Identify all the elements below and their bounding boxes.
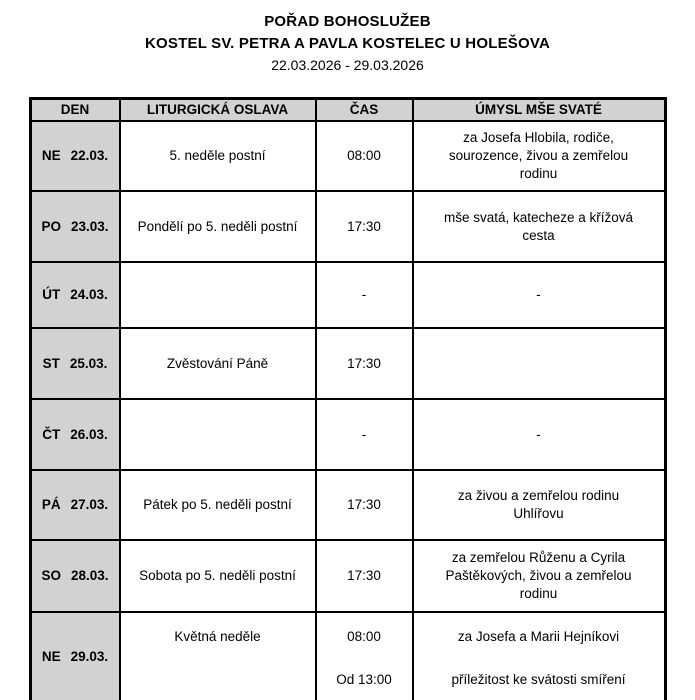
day-date: 26.03. xyxy=(70,426,108,442)
header-day: DEN xyxy=(32,100,121,120)
time-cell: 17:30 xyxy=(317,541,414,611)
time-slot-1: 08:00 xyxy=(347,628,381,644)
time-cell: - xyxy=(317,263,414,327)
intention-cell: za Josefa Hlobila, rodiče, sourozence, živou a zemřelou rodinu xyxy=(448,130,629,181)
header-time: ČAS xyxy=(317,100,414,120)
intention-cell: za živou a zemřelou rodinu Uhlířovu xyxy=(457,488,620,521)
intention-2: příležitost ke svátosti smíření xyxy=(451,672,626,688)
table-row xyxy=(32,329,664,400)
celebration-cell: Pondělí po 5. neděli postní xyxy=(121,192,317,261)
day-abbreviation: ÚT xyxy=(42,287,61,302)
day-cell xyxy=(32,613,121,700)
date-range: 22.03.2026 - 29.03.2026 xyxy=(271,57,424,73)
day-date: 29.03. xyxy=(70,648,109,664)
celebration-cell: 5. neděle postní xyxy=(121,122,317,190)
schedule-table xyxy=(29,97,667,700)
page-title: POŘAD BOHOSLUŽEB xyxy=(264,13,431,30)
celebration-cell: Pátek po 5. neděli postní xyxy=(121,471,317,539)
time-cell: 17:30 xyxy=(317,329,414,398)
table-row xyxy=(32,471,664,541)
time-cell: - xyxy=(317,400,414,469)
day-cell xyxy=(32,329,121,398)
day-date: 24.03. xyxy=(70,287,108,302)
time-cell: 17:30 xyxy=(317,192,414,261)
header-intention: ÚMYSL MŠE SVATÉ xyxy=(414,100,664,120)
day-date: 22.03. xyxy=(70,148,109,163)
intention-cell: za zemřelou Růženu a Cyrila Paštěkových, živou a zemřelou rodinu xyxy=(445,550,632,601)
day-abbreviation: PO xyxy=(41,218,61,234)
day-abbreviation: NE xyxy=(41,148,61,163)
time-cell xyxy=(317,613,414,700)
celebration-cell: Zvěstování Páně xyxy=(121,329,317,398)
celebration-cell: Sobota po 5. neděli postní xyxy=(121,541,317,611)
celebration-cell xyxy=(121,263,317,327)
intention-cell xyxy=(414,613,664,700)
day-abbreviation: SO xyxy=(41,568,61,583)
day-cell xyxy=(32,471,121,539)
table-row xyxy=(32,263,664,329)
day-cell xyxy=(32,122,121,190)
day-abbreviation: ST xyxy=(42,355,60,371)
day-date: 23.03. xyxy=(70,218,109,234)
table-row xyxy=(32,192,664,263)
church-name: KOSTEL SV. PETRA A PAVLA KOSTELEC U HOLEŠOVA xyxy=(145,35,550,52)
table-row xyxy=(32,613,664,700)
intention-cell: - xyxy=(536,287,541,302)
celebration-cell xyxy=(121,613,317,700)
celebration-cell xyxy=(121,400,317,469)
intention-cell: - xyxy=(536,426,541,442)
celebration-spacer xyxy=(121,661,315,700)
table-row xyxy=(32,122,664,192)
intention-cell: mše svatá, katecheze a křížová cesta xyxy=(443,209,634,243)
day-abbreviation: PÁ xyxy=(41,497,61,512)
time-slot-2: Od 13:00 xyxy=(336,672,392,688)
header-celebration: LITURGICKÁ OSLAVA xyxy=(121,100,317,120)
day-date: 28.03. xyxy=(70,568,109,583)
day-cell xyxy=(32,400,121,469)
celebration-text: Květná neděle xyxy=(174,628,261,644)
table-row xyxy=(32,400,664,471)
table-row xyxy=(32,541,664,613)
day-abbreviation: ČT xyxy=(42,426,61,442)
day-date: 25.03. xyxy=(69,355,108,371)
day-cell xyxy=(32,263,121,327)
day-cell xyxy=(32,192,121,261)
day-cell xyxy=(32,541,121,611)
time-cell: 08:00 xyxy=(317,122,414,190)
day-date: 27.03. xyxy=(70,497,109,512)
table-body xyxy=(32,122,664,700)
intention-cell xyxy=(414,329,664,398)
table-header-row xyxy=(32,100,664,122)
day-abbreviation: NE xyxy=(41,648,61,664)
time-cell: 17:30 xyxy=(317,471,414,539)
intention-1: za Josefa a Marii Hejníkovi xyxy=(457,628,620,644)
title-block xyxy=(0,0,695,76)
